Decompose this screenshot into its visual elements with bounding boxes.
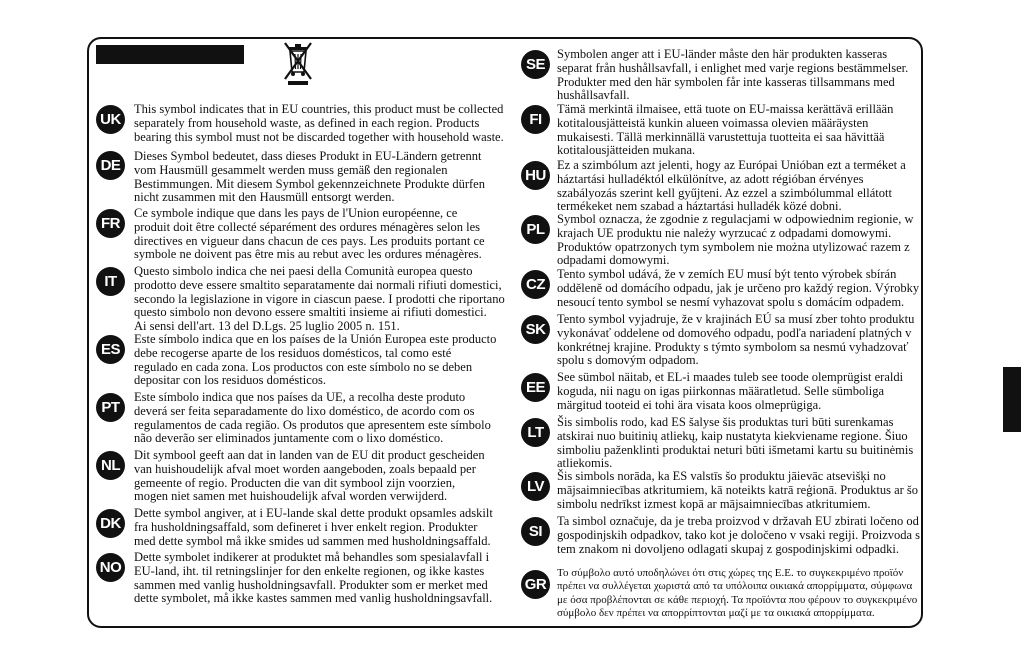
country-badge-hu: HU (521, 161, 550, 190)
country-badge-fr: FR (96, 209, 125, 238)
notice-text-lv: Šis simbols norāda, ka ES valstīs šo produktu jāievāc atsevišķi no mājsaimniecības atkritumiem, kā noteikts katrā reģionā. Produktus ar šo simbolu nedrīkst izmest kopā ar mājsaimniecības atkritumiem. (557, 469, 919, 511)
notice-text-no: Dette symbolet indikerer at produktet må behandles som spesialavfall i EU-land, iht. til retningslinjer for den enkelte regionen, og ikke kastes sammen med vanlig husholdningsavfall. Produkter som er merket med dette symbolet, må ikke kastes sammen med vanlig husholdningsavfall. (134, 550, 493, 606)
notice-text-ee: See sümbol näitab, et EL-i maades tuleb see toode olemprügist eraldi koguda, nii nagu on igas piirkonnas määratletud. Selle sümboliga märgitud tooteid ei tohi ära visata koos olmeprügiga. (557, 370, 904, 412)
notice-text-fr: Ce symbole indique que dans les pays de l'Union européenne, ce produit doit être collecté séparément des ordures ménagères selon les directives en vigueur dans chacun de ces pays. Les produits portant ce symbole ne doivent pas être mis au rebut avec les ordures ménagères. (134, 206, 485, 262)
country-badge-si: SI (521, 517, 550, 546)
notice-text-it: Questo simbolo indica che nei paesi della Comunità europea questo prodotto deve essere smaltito separatamente dai normali rifiuti domestici, secondo la legislazione in vigore in ciascun paese. I prodotti che riportano questo simbolo non devono essere smaltiti insieme ai rifiuti domestici. Ai sensi dell'art. 13 del D.Lgs. 25 luglio 2005 n. 151. (134, 264, 505, 334)
notice-text-uk: This symbol indicates that in EU countries, this product must be collected separately from household waste, as defined in each region. Products bearing this symbol must not be discarded together with household waste. (134, 102, 504, 144)
notice-text-nl: Dit symbool geeft aan dat in landen van de EU dit product gescheiden van huishoudelijk afval moet worden aangeboden, zoals bepaald per gemeente of regio. Producten die van dit symbool zijn voorzien, mogen niet samen met huishoudelijk afval worden verwijderd. (134, 448, 485, 504)
header-label-bar (96, 45, 244, 64)
notice-text-es: Este símbolo indica que en los países de la Unión Europea este producto debe recogerse aparte de los residuos domésticos, tal como esté regulado en cada zona. Los productos con este símbolo no se deben depositar con los residuos domésticos. (134, 332, 497, 388)
country-badge-uk: UK (96, 105, 125, 134)
notice-text-lt: Šis simbolis rodo, kad ES šalyse šis produktas turi būti surenkamas atskirai nuo buitinių atliekų, kaip nustatyta kiekviename regione. Šiuo simboliu paženklinti produktai neturi būti išmetami kartu su buitinėmis atliekomis. (557, 415, 914, 471)
country-badge-sk: SK (521, 315, 550, 344)
country-badge-cz: CZ (521, 270, 550, 299)
country-badge-es: ES (96, 335, 125, 364)
notice-text-cz: Tento symbol udává, že v zemích EU musí být tento výrobek sbírán odděleně od domácího odpadu, jak je určeno pro každý region. Výrobky nesoucí tento symbol se nesmí vyhazovat spolu s domácím odpadem. (557, 267, 920, 309)
edge-index-tab (1003, 367, 1021, 432)
country-badge-lt: LT (521, 418, 550, 447)
country-badge-it: IT (96, 267, 125, 296)
notice-text-de: Dieses Symbol bedeutet, dass dieses Produkt in EU-Ländern getrennt vom Hausmüll gesammelt werden muss gemäß den regionalen Bestimmungen. Mit diesem Symbol gekennzeichnete Produkte dürfen nicht zusammen mit den Hausmüll entsorgt werden. (134, 149, 485, 205)
country-badge-nl: NL (96, 451, 125, 480)
country-badge-fi: FI (521, 105, 550, 134)
country-badge-de: DE (96, 151, 125, 180)
notice-text-fi: Tämä merkintä ilmaisee, että tuote on EU-maissa kerättävä erillään kotitalousjätteistä kunkin alueen voimassa olevien määräysten mukaisesti. Tällä merkinnällä varustettuja tuotteita ei saa hävittää kotitalousjätteiden mukana. (557, 102, 894, 158)
country-badge-lv: LV (521, 472, 550, 501)
crossed-out-wheelie-bin-icon (276, 38, 320, 86)
notice-text-pt: Este símbolo indica que nos países da UE, a recolha deste produto deverá ser feita separadamente do lixo doméstico, de acordo com os regulamentos de cada região. Os produtos que apresentem este símbolo não deverão ser eliminados juntamente com o lixo doméstico. (134, 390, 491, 446)
country-badge-dk: DK (96, 509, 125, 538)
country-badge-se: SE (521, 50, 550, 79)
notice-text-gr: Το σύμβολο αυτό υποδηλώνει ότι στις χώρες της Ε.Ε. το συγκεκριμένο προϊόν πρέπει να συλλέγεται χωριστά από τα υπόλοιπα οικιακά απορρίμματα, σύμφωνα με όσα προβλέπονται σε κάθε περιοχή. Τα προϊόντα που φέρουν το συγκεκριμένο σύμβολο δεν πρέπει να απορρίπτονται μαζί με τα οικιακά απορρίμματα. (557, 567, 918, 620)
notice-text-se: Symbolen anger att i EU-länder måste den här produkten kasseras separat från hushållsavfall, i enlighet med varje regions bestämmelser. Produkter med den här symbolen får inte kasseras tillsammans med hushållsavfall. (557, 47, 909, 103)
country-badge-ee: EE (521, 373, 550, 402)
country-badge-pl: PL (521, 215, 550, 244)
notice-text-hu: Ez a szimbólum azt jelenti, hogy az Európai Unióban ezt a terméket a háztartási hulladéktól elkülönítve, az adott régióban érvényes szabályozás szerint kell gyűjteni. Az ezzel a szimbólummal ellátott termékeket nem szabad a háztartási hulladék közé dobni. (557, 158, 906, 214)
country-badge-gr: GR (521, 570, 550, 599)
country-badge-pt: PT (96, 393, 125, 422)
country-badge-no: NO (96, 553, 125, 582)
notice-text-dk: Dette symbol angiver, at i EU-lande skal dette produkt opsamles adskilt fra husholdningsaffald, som defineret i hver enkelt region. Produkter med dette symbol må ikke smides ud sammen med husholdningsaffald. (134, 506, 493, 548)
notice-text-si: Ta simbol označuje, da je treba proizvod v državah EU zbirati ločeno od gospodinjskih odpadkov, tako kot je določeno v vsaki regiji. Proizvoda s tem znakom ni dovoljeno odlagati skupaj z gospodinjskimi odpadki. (557, 514, 921, 556)
notice-text-sk: Tento symbol vyjadruje, že v krajinách EÚ sa musí zber tohto produktu vykonávať oddelene od domového odpadu, podľa nariadení platných v konkrétnej krajine. Produkty s týmto symbolom sa nesmú vyhadzovať spolu s domovým odpadom. (557, 312, 915, 368)
notice-text-pl: Symbol oznacza, że zgodnie z regulacjami w odpowiednim regionie, w krajach UE produktu nie należy wyrzucać z odpadami domowymi. Produktów opatrzonych tym symbolem nie można utylizować razem z odpadami domowymi. (557, 212, 914, 268)
